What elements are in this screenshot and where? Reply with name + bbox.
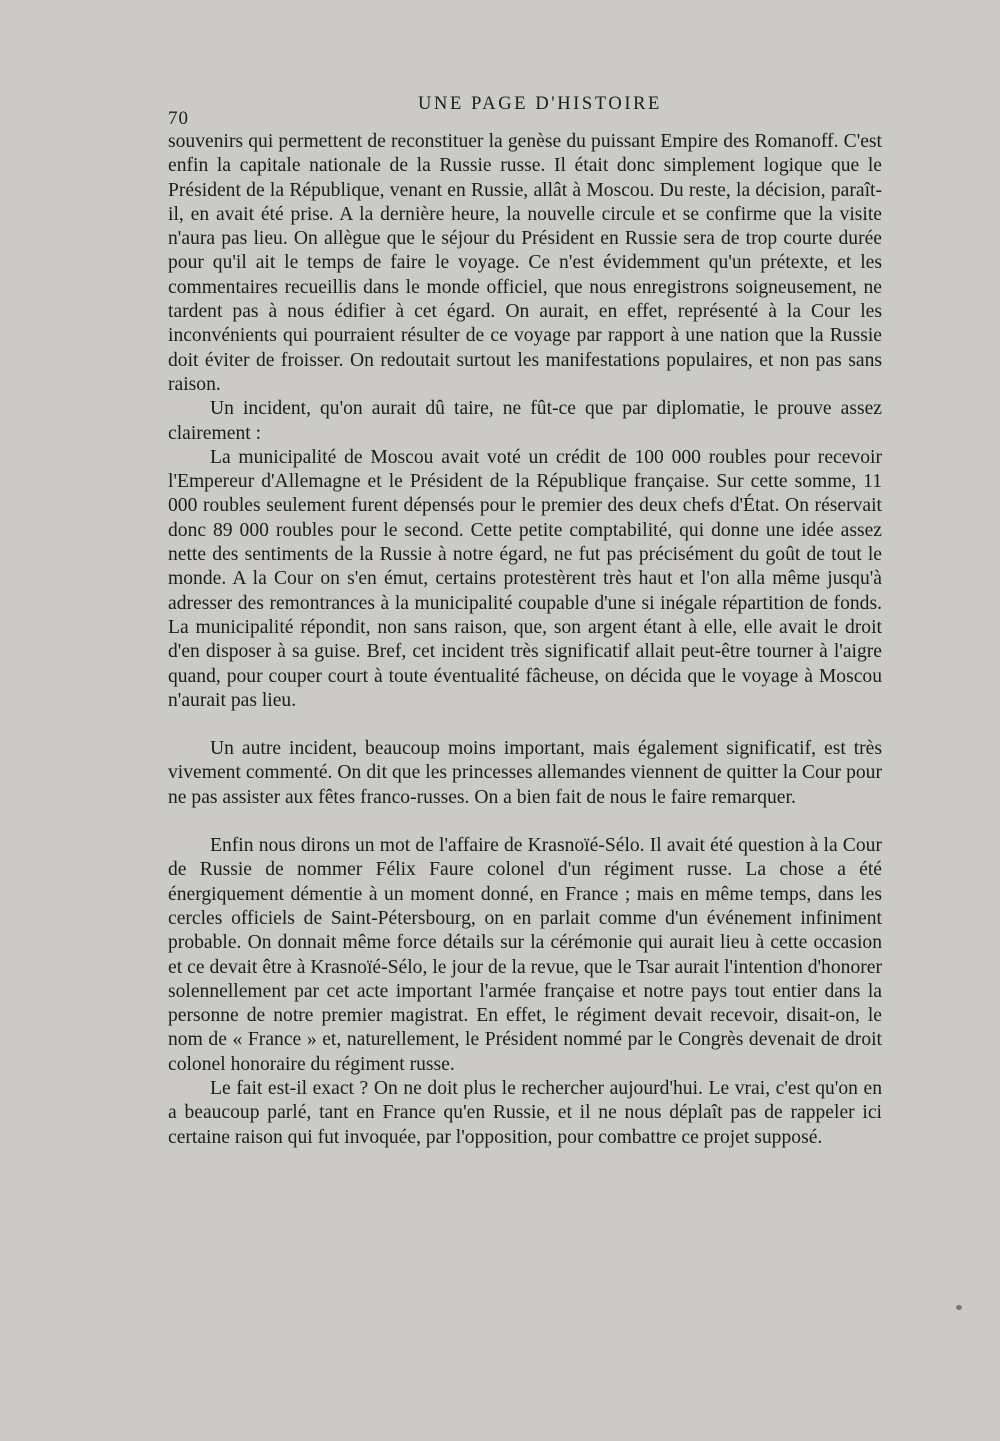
page-number: 70 (168, 108, 189, 129)
paragraph: Un incident, qu'on aurait dû taire, ne fût-ce que par diplomatie, le prouve assez clairement : (168, 398, 882, 444)
ink-speck (956, 1305, 962, 1310)
body-text (168, 130, 882, 1150)
paragraph: Un autre incident, beaucoup moins important, mais également significatif, est très vivement commenté. On dit que les princesses allemandes viennent de quitter la Cour pour ne pas assister aux fêtes franco-russes. On a bien fait de nous le faire remarquer. (168, 738, 882, 808)
paragraph: Le fait est-il exact ? On ne doit plus le rechercher aujourd'hui. Le vrai, c'est qu'on en a beaucoup parlé, tant en France qu'en Russie, et il ne nous déplaît pas de rappeler ici certaine raison qui fut invoquée, par l'opposition, pour combattre ce projet supposé. (168, 1077, 882, 1148)
paragraph: La municipalité de Moscou avait voté un crédit de 100 000 roubles pour recevoir l'Empereur d'Allemagne et le Président de la République française. Sur cette somme, 11 000 roubles seulement furent dépensés pour le premier des deux chefs d'État. On réservait donc 89 000 roubles pour le second. Cette petite comptabilité, qui donne une idée assez nette des sentiments de la Russie à notre égard, ne fut pas précisément du goût de tout le monde. A la Cour on s'en émut, certains protestèrent très haut et l'on alla même jusqu'à adresser des remontrances à la municipalité coupable d'une si inégale répartition de fonds. La municipalité répondit, non sans raison, que, son argent étant à elle, elle avait le droit d'en disposer à sa guise. Bref, cet incident très significatif allait peut-être tourner à l'aigre quand, pour couper court à toute éventualité fâcheuse, on décida que le voyage à Moscou n'aurait pas lieu. (168, 446, 882, 711)
paragraph: souvenirs qui permettent de reconstituer la genèse du puissant Empire des Romanoff. C'est enfin la capitale nationale de la Russie russe. Il était donc simplement logique que le Président de la République, venant en Russie, allât à Moscou. Du reste, la décision, paraît-il, en avait été prise. A la dernière heure, la nouvelle circule et se confirme que la visite n'aura pas lieu. On allègue que le séjour du Président en Russie sera de trop courte durée pour qu'il ait le temps de faire le voyage. Ce n'est évidemment qu'un prétexte, et les commentaires recueillis dans le monde officiel, que nous enregistrons soigneusement, ne tardent pas à nous édifier à cet égard. On aurait, en effet, représenté à la Cour les inconvénients qui pourraient résulter de ce voyage par rapport à une nation que la Russie doit éviter de froisser. On redoutait surtout les manifestations populaires, et non pas sans raison. (168, 131, 882, 395)
running-title: UNE PAGE D'HISTOIRE (418, 94, 662, 114)
paragraph: Enfin nous dirons un mot de l'affaire de Krasnoïé-Sélo. Il avait été question à la Cour de Russie de nommer Félix Faure colonel d'un régiment russe. La chose a été énergiquement démentie à un moment donné, en France ; mais en même temps, dans les cercles officiels de Saint-Pétersbourg, on en parlait comme d'un événement infiniment probable. On donnait même force détails sur la cérémonie qui aurait lieu à cette occasion et ce devait être à Krasnoïé-Sélo, le jour de la revue, que le Tsar aurait l'intention d'honorer solennellement par cet acte important l'armée française et notre pays tout entier dans la personne de notre premier magistrat. En effet, le régiment devait recevoir, disait-on, le nom de « France » et, naturellement, le Président nommé par le Congrès devenait de droit colonel honoraire du régiment russe. (168, 835, 882, 1075)
running-head (168, 94, 882, 129)
